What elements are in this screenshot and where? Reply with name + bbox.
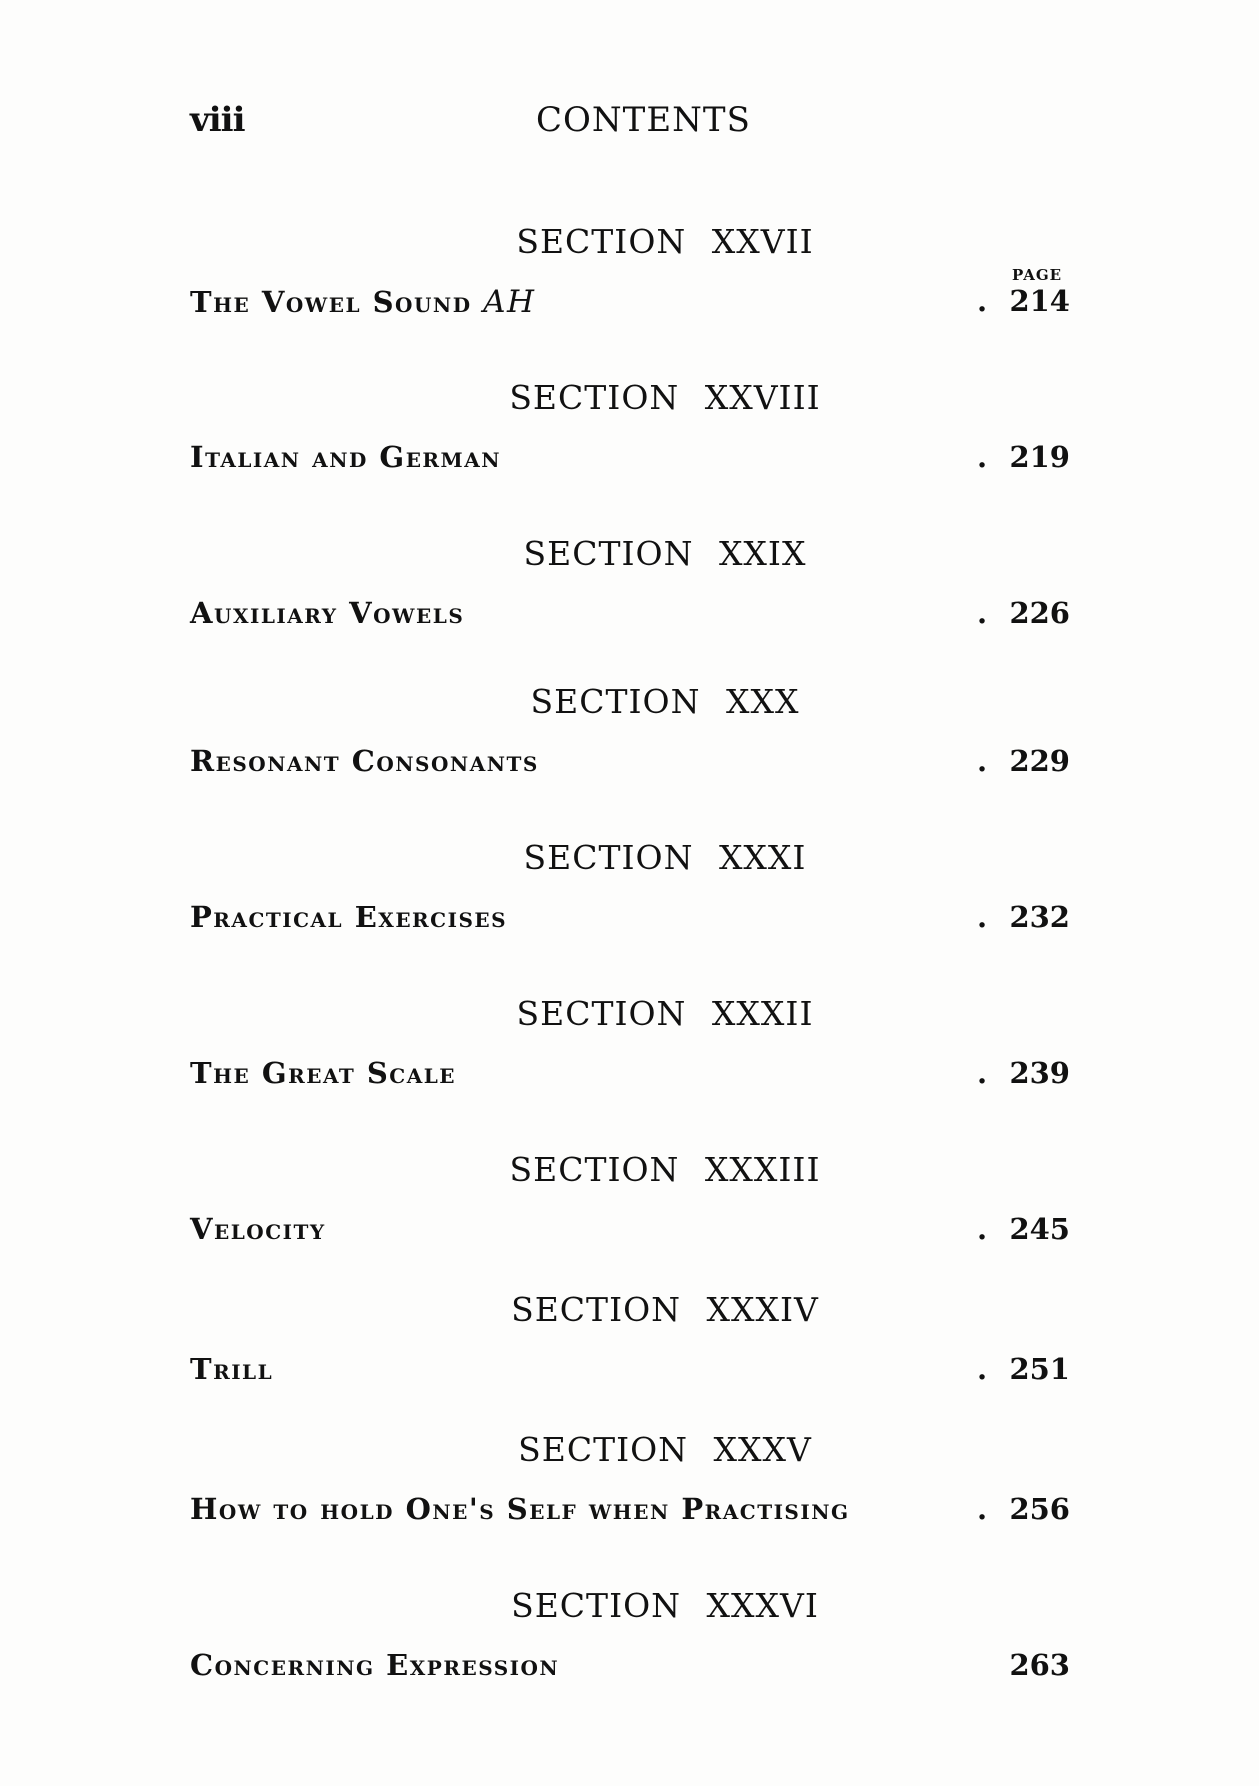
- page-number: 232: [1009, 900, 1070, 934]
- entry-title-text: The Vowel Sound: [190, 285, 472, 319]
- leader-dot: .: [977, 900, 988, 934]
- page-title: CONTENTS: [536, 100, 751, 140]
- contents-entry: [190, 222, 1070, 342]
- page-folio: viii: [190, 100, 245, 140]
- entry-title-text: Velocity: [190, 1212, 326, 1246]
- section-heading: SECTION XXXI: [523, 838, 807, 877]
- entry-title: [190, 1212, 326, 1246]
- section-heading: SECTION XXXII: [516, 994, 814, 1033]
- page-number: 229: [1009, 744, 1070, 778]
- entry-title-text: Trill: [190, 1352, 274, 1386]
- leader-dot: .: [977, 440, 988, 474]
- contents-entry: [190, 1586, 1070, 1706]
- contents-entry: [190, 1150, 1070, 1270]
- section-heading: SECTION XXXV: [518, 1430, 812, 1469]
- contents-entry: [190, 1290, 1070, 1410]
- contents-entry: [190, 1430, 1070, 1550]
- leader-dot: .: [977, 596, 988, 630]
- leader-dot: .: [977, 744, 988, 778]
- entry-title-text: Concerning Expression: [190, 1648, 560, 1682]
- entry-title-text: Italian and German: [190, 440, 501, 474]
- entry-title: [190, 596, 464, 630]
- leader-dot: .: [977, 284, 988, 318]
- entry-title-italic: AH: [483, 284, 536, 320]
- contents-entry: [190, 534, 1070, 654]
- entry-title-text: The Great Scale: [190, 1056, 457, 1090]
- page-number: 256: [1009, 1492, 1070, 1526]
- section-heading: SECTION XXIX: [523, 534, 807, 573]
- contents-entry: [190, 994, 1070, 1114]
- contents-entry: [190, 378, 1070, 498]
- entry-title-text: Resonant Consonants: [190, 744, 539, 778]
- section-heading: SECTION XXVII: [516, 222, 814, 261]
- page-number: 263: [1009, 1648, 1070, 1682]
- section-heading: SECTION XXXIII: [509, 1150, 821, 1189]
- leader-dot: .: [977, 1212, 988, 1246]
- entry-title: [190, 1648, 559, 1682]
- leader-dot: .: [977, 1352, 988, 1386]
- section-heading: SECTION XXVIII: [509, 378, 821, 417]
- page-number: 251: [1009, 1352, 1070, 1386]
- section-heading: SECTION XXX: [530, 682, 800, 721]
- page-number: 245: [1009, 1212, 1070, 1246]
- entry-title: [190, 744, 539, 778]
- contents-entry: [190, 838, 1070, 958]
- section-heading: SECTION XXXIV: [511, 1290, 819, 1329]
- entry-title-text: Auxiliary Vowels: [190, 596, 465, 630]
- page-number: 214: [1009, 284, 1070, 318]
- contents-entry: [190, 682, 1070, 802]
- leader-dot: .: [977, 1056, 988, 1090]
- entry-title: [190, 284, 536, 320]
- entry-title: [190, 900, 507, 934]
- section-heading: SECTION XXXVI: [511, 1586, 819, 1625]
- running-head: [190, 100, 1070, 150]
- page-number: 219: [1009, 440, 1070, 474]
- entry-title: [190, 1492, 850, 1526]
- entry-title: [190, 1056, 456, 1090]
- entry-title: [190, 440, 501, 474]
- entry-title-text: Practical Exercises: [190, 900, 508, 934]
- entry-title-text: How to hold One's Self when Practising: [190, 1492, 850, 1526]
- page-column-label: PAGE: [1012, 266, 1063, 284]
- page-number: 226: [1009, 596, 1070, 630]
- entry-title: [190, 1352, 273, 1386]
- leader-dot: .: [977, 1492, 988, 1526]
- page-number: 239: [1009, 1056, 1070, 1090]
